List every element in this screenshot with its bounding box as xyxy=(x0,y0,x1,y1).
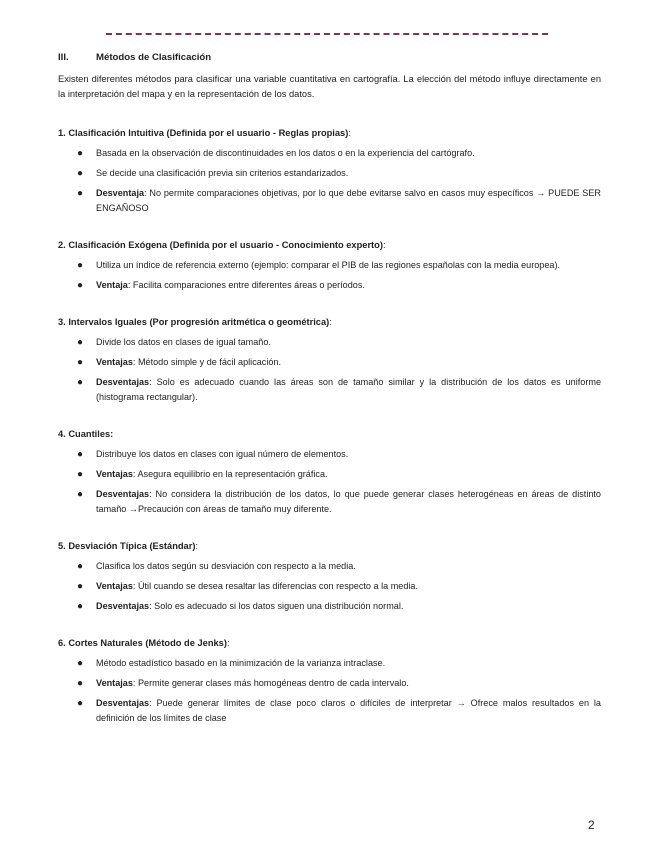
list-item xyxy=(58,335,601,350)
method-title-text: 6. Cortes Naturales (Método de Jenks) xyxy=(58,638,227,648)
method-title-text: 4. Cuantiles: xyxy=(58,429,114,439)
item-label: Desventajas xyxy=(96,377,150,387)
bullet-icon: ● xyxy=(77,469,84,480)
bullet-icon: ● xyxy=(77,148,84,159)
bullet-icon: ● xyxy=(77,449,84,460)
method-bullet-list xyxy=(58,146,601,216)
method-title-colon: : xyxy=(226,638,230,648)
item-text: : Puede generar límites de clase poco claros o difíciles de interpretar → Ofrece malos resultados en la definición de los límites de clase xyxy=(96,698,601,723)
item-text: Se decide una clasificación previa sin criterios estandarizados. xyxy=(96,168,349,178)
item-text: : No permite comparaciones objetivas, por lo que debe evitarse salvo en casos muy específicos → PUEDE SER ENGAÑOSO xyxy=(96,188,601,213)
item-text: : Facilita comparaciones entre diferentes áreas o períodos. xyxy=(127,280,365,290)
item-label: Desventajas xyxy=(96,601,150,611)
method-title xyxy=(58,539,601,553)
list-item xyxy=(58,278,601,293)
decorative-dashed-rule xyxy=(106,33,548,35)
section-title: Métodos de Clasificación xyxy=(96,52,212,63)
method-section xyxy=(58,539,601,614)
method-bullet-list xyxy=(58,335,601,405)
list-item xyxy=(58,166,601,181)
item-text: : Método simple y de fácil aplicación. xyxy=(132,357,282,367)
bullet-icon: ● xyxy=(77,188,84,199)
list-item xyxy=(58,186,601,216)
item-label: Desventajas xyxy=(96,489,150,499)
list-item xyxy=(58,579,601,594)
item-text: Clasifica los datos según su desviación con respecto a la media. xyxy=(96,561,356,571)
bullet-icon: ● xyxy=(77,561,84,572)
method-title-text: 1. Clasificación Intuitiva (Definida por el usuario - Reglas propias) xyxy=(58,128,349,138)
item-text: Método estadístico basado en la minimización de la varianza intraclase. xyxy=(96,658,386,668)
list-item xyxy=(58,467,601,482)
item-label: Desventajas xyxy=(96,698,150,708)
list-item xyxy=(58,599,601,614)
method-title xyxy=(58,126,601,140)
method-title-text: 3. Intervalos Iguales (Por progresión aritmética o geométrica) xyxy=(58,317,330,327)
item-text: : No considera la distribución de los datos, lo que puede generar clases heterogéneas en áreas de distinto tamaño →Precaución con áreas de tamaño muy diferente. xyxy=(96,489,601,514)
section-number: III. xyxy=(58,52,69,63)
item-label: Ventaja xyxy=(96,280,128,290)
method-title xyxy=(58,636,601,650)
item-label: Ventajas xyxy=(96,357,133,367)
item-text: : Asegura equilibrio en la representación gráfica. xyxy=(132,469,328,479)
item-text: Divide los datos en clases de igual tamaño. xyxy=(96,337,271,347)
method-title-colon: : xyxy=(348,128,351,138)
item-label: Desventaja xyxy=(96,188,145,198)
item-text: : Solo es adecuado si los datos siguen una distribución normal. xyxy=(149,601,404,611)
bullet-icon: ● xyxy=(77,658,84,669)
item-text: Distribuye los datos en clases con igual número de elementos. xyxy=(96,449,349,459)
list-item xyxy=(58,447,601,462)
list-item xyxy=(58,258,601,273)
method-title-colon: : xyxy=(382,240,386,250)
page-number: 2 xyxy=(588,818,595,832)
list-item xyxy=(58,656,601,671)
method-bullet-list xyxy=(58,656,601,726)
method-title-colon: : xyxy=(195,541,199,551)
section-heading xyxy=(58,52,601,63)
bullet-icon: ● xyxy=(77,260,84,271)
method-title xyxy=(58,315,601,329)
intro-paragraph: Existen diferentes métodos para clasificar una variable cuantitativa en cartografía. La elección del método influye directamente en la interpretación del mapa y en la representación de los datos. xyxy=(58,74,601,99)
item-text: : Permite generar clases más homogéneas dentro de cada intervalo. xyxy=(132,678,409,688)
item-text: Basada en la observación de discontinuidades en los datos o en la experiencia del cartógrafo. xyxy=(96,148,475,158)
method-section xyxy=(58,315,601,405)
method-title-colon: : xyxy=(329,317,332,327)
bullet-icon: ● xyxy=(77,489,84,500)
item-text: Utiliza un índice de referencia externo (ejemplo: comparar el PIB de las regiones españolas con la media europea). xyxy=(96,260,561,270)
method-section xyxy=(58,238,601,293)
method-title-text: 2. Clasificación Exógena (Definida por el usuario - Conocimiento experto) xyxy=(58,240,383,250)
list-item xyxy=(58,355,601,370)
bullet-icon: ● xyxy=(77,377,84,388)
bullet-icon: ● xyxy=(77,581,84,592)
list-item xyxy=(58,559,601,574)
method-title xyxy=(58,238,601,252)
method-section xyxy=(58,126,601,216)
bullet-icon: ● xyxy=(77,168,84,179)
list-item xyxy=(58,375,601,405)
method-section xyxy=(58,636,601,726)
bullet-icon: ● xyxy=(77,280,84,291)
method-title xyxy=(58,427,601,441)
list-item xyxy=(58,146,601,161)
item-text: : Útil cuando se desea resaltar las diferencias con respecto a la media. xyxy=(132,581,418,591)
item-label: Ventajas xyxy=(96,678,133,688)
item-label: Ventajas xyxy=(96,469,133,479)
bullet-icon: ● xyxy=(77,678,84,689)
method-sections xyxy=(58,126,601,726)
method-bullet-list xyxy=(58,447,601,517)
method-title-text: 5. Desviación Típica (Estándar) xyxy=(58,541,196,551)
bullet-icon: ● xyxy=(77,601,84,612)
bullet-icon: ● xyxy=(77,698,84,709)
method-bullet-list xyxy=(58,258,601,293)
bullet-icon: ● xyxy=(77,337,84,348)
item-text: : Solo es adecuado cuando las áreas son de tamaño similar y la distribución de los datos es uniforme (histograma rectangular). xyxy=(96,377,601,402)
list-item xyxy=(58,696,601,726)
list-item xyxy=(58,487,601,517)
method-bullet-list xyxy=(58,559,601,614)
item-label: Ventajas xyxy=(96,581,133,591)
list-item xyxy=(58,676,601,691)
bullet-icon: ● xyxy=(77,357,84,368)
method-section xyxy=(58,427,601,517)
page-content xyxy=(58,52,601,748)
